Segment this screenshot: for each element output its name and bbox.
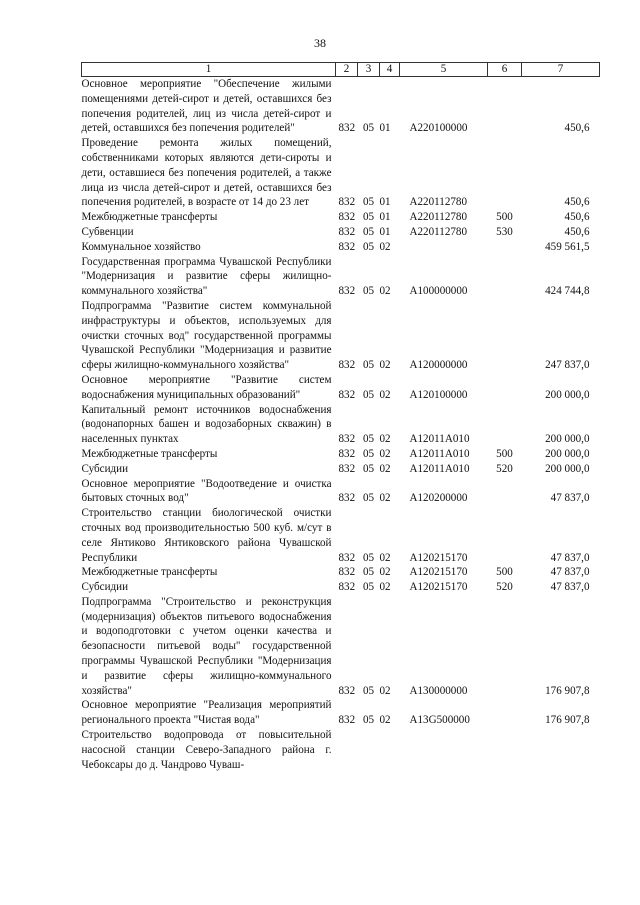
header-cell: 1: [82, 63, 336, 77]
table-row: [82, 595, 600, 699]
expense-type-code: [488, 136, 522, 210]
admin-code: 832: [338, 359, 356, 372]
subsection-code: 02: [379, 359, 391, 372]
admin-code: 832: [338, 240, 356, 253]
section-code: 05: [362, 433, 375, 446]
section-code: 05: [362, 196, 375, 209]
expense-type-code: [488, 373, 522, 403]
amount: 176 907,8: [545, 684, 590, 697]
amount: 200 000,0: [545, 388, 590, 401]
section-code: 05: [362, 462, 375, 475]
item-name: Строительство станции биологической очистки сточных вод производительностью 500 куб. м/сут в селе Янтиково Янтиковского района Чувашской Республики: [81, 507, 332, 564]
table-row: [82, 698, 600, 728]
target-article-code: А120215170: [409, 581, 468, 594]
section-code: 05: [362, 240, 375, 253]
amount: 176 907,8: [545, 714, 590, 727]
subsection-code: 02: [379, 388, 391, 401]
item-name: Межбюджетные трансферты: [81, 211, 218, 224]
section-code: 05: [362, 359, 375, 372]
subsection-code: 01: [379, 196, 391, 209]
subsection-code: 02: [379, 551, 391, 564]
admin-code: 832: [338, 684, 356, 697]
section-code: 05: [362, 492, 375, 505]
admin-code: 832: [338, 714, 356, 727]
admin-code: 832: [338, 122, 356, 135]
table-row: [82, 580, 600, 595]
admin-code: [336, 728, 358, 772]
table-row: [82, 240, 600, 255]
admin-code: 832: [338, 566, 356, 579]
target-article-code: [400, 728, 488, 772]
table-row: [82, 210, 600, 225]
target-article-code: А120215170: [409, 551, 468, 564]
expense-type-code: [488, 595, 522, 699]
amount: 200 000,0: [545, 433, 590, 446]
table-row: [82, 447, 600, 462]
subsection-code: 02: [379, 447, 391, 460]
amount: 450,6: [564, 196, 590, 209]
expense-type-code: [488, 299, 522, 373]
subsection-code: 02: [379, 492, 391, 505]
amount: 459 561,5: [545, 240, 590, 253]
header-cell: 5: [400, 63, 488, 77]
admin-code: 832: [338, 211, 356, 224]
expense-type-code: [488, 728, 522, 772]
item-name: Субвенции: [81, 225, 134, 238]
header-cell: 3: [358, 63, 380, 77]
target-article-code: А120200000: [409, 492, 468, 505]
item-name: Строительство водопровода от повысительной насосной станции Северо-Западного района г. Чебоксары до д. Чандрово Чуваш-: [81, 729, 332, 771]
table-row: [82, 373, 600, 403]
amount: 450,6: [564, 122, 590, 135]
target-article-code: А120215170: [409, 566, 468, 579]
admin-code: 832: [338, 433, 356, 446]
table-body: [82, 77, 600, 773]
item-name: Основное мероприятие "Реализация мероприятий регионального проекта "Чистая вода": [81, 699, 332, 727]
table-row: [82, 299, 600, 373]
expense-type-code: [488, 506, 522, 565]
budget-table: [81, 62, 600, 772]
subsection-code: 02: [379, 462, 391, 475]
target-article-code: [400, 240, 488, 255]
header-row: [82, 63, 600, 77]
amount: 200 000,0: [545, 447, 590, 460]
admin-code: 832: [338, 462, 356, 475]
expense-type-code: [488, 255, 522, 299]
table-row: [82, 136, 600, 210]
amount: 47 837,0: [550, 581, 590, 594]
amount: 424 744,8: [545, 285, 590, 298]
table-row: [82, 403, 600, 447]
admin-code: 832: [338, 447, 356, 460]
admin-code: 832: [338, 388, 356, 401]
header-cell: 6: [488, 63, 522, 77]
target-article-code: А220100000: [409, 122, 468, 135]
admin-code: 832: [338, 196, 356, 209]
expense-type-code: 520: [496, 462, 513, 475]
item-name: Основное мероприятие "Развитие систем водоснабжения муниципальных образований": [81, 373, 332, 401]
section-code: 05: [362, 566, 375, 579]
admin-code: 832: [338, 551, 356, 564]
subsection-code: 02: [379, 581, 391, 594]
subsection-code: 02: [379, 714, 391, 727]
target-article-code: А13G500000: [409, 714, 470, 727]
amount: [522, 728, 600, 772]
item-name: Основное мероприятие "Водоотведение и очистка бытовых сточных вод": [81, 477, 332, 505]
expense-type-code: [488, 698, 522, 728]
item-name: Межбюджетные трансферты: [81, 566, 218, 579]
item-name: Межбюджетные трансферты: [81, 447, 218, 460]
admin-code: 832: [338, 581, 356, 594]
section-code: [358, 728, 380, 772]
expense-type-code: 500: [496, 447, 513, 460]
item-name: Коммунальное хозяйство: [81, 240, 201, 253]
item-name: Субсидии: [81, 581, 129, 594]
expense-type-code: 500: [496, 211, 513, 224]
page-number: 38: [314, 36, 326, 50]
section-code: 05: [362, 714, 375, 727]
subsection-code: 01: [379, 211, 391, 224]
target-article-code: А12011А010: [409, 462, 470, 475]
amount: 47 837,0: [550, 551, 590, 564]
section-code: 05: [362, 225, 375, 238]
section-code: 05: [362, 285, 375, 298]
section-code: 05: [362, 581, 375, 594]
header-cell: 2: [336, 63, 358, 77]
subsection-code: 01: [379, 225, 391, 238]
expense-type-code: 500: [496, 566, 513, 579]
table-row: [82, 506, 600, 565]
amount: 247 837,0: [545, 359, 590, 372]
target-article-code: А130000000: [409, 684, 468, 697]
admin-code: 832: [338, 225, 356, 238]
amount: 450,6: [564, 225, 590, 238]
table-row: [82, 728, 600, 772]
subsection-code: 01: [379, 122, 391, 135]
section-code: 05: [362, 551, 375, 564]
table-row: [82, 477, 600, 507]
header-cell: 4: [380, 63, 400, 77]
table-row: [82, 225, 600, 240]
admin-code: 832: [338, 492, 356, 505]
item-name: Основное мероприятие "Обеспечение жилыми помещениями детей-сирот и детей, оставшихся без попечения родителей, лиц из числа детей-сирот и детей, оставшихся без попечения родителей": [81, 78, 332, 135]
section-code: 05: [362, 447, 375, 460]
expense-type-code: [488, 477, 522, 507]
subsection-code: [380, 728, 400, 772]
item-name: Подпрограмма "Строительство и реконструкция (модернизация) объектов питьевого водоснабжения и водоподготовки с учетом оценки качества и безопасности питьевой воды" государственной программы Чувашской Республики "Модернизация и развитие сферы жилищно-коммунального хозяйства": [81, 595, 332, 697]
expense-type-code: 520: [496, 581, 513, 594]
target-article-code: А120100000: [409, 388, 468, 401]
target-article-code: А220112780: [409, 225, 468, 238]
amount: 200 000,0: [545, 462, 590, 475]
section-code: 05: [362, 388, 375, 401]
subsection-code: 02: [379, 285, 391, 298]
subsection-code: 02: [379, 684, 391, 697]
item-name: Государственная программа Чувашской Республики "Модернизация и развитие сферы жилищно-коммунального хозяйства": [81, 255, 332, 298]
target-article-code: А100000000: [409, 285, 468, 298]
amount: 47 837,0: [550, 492, 590, 505]
table-row: [82, 462, 600, 477]
item-name: Проведение ремонта жилых помещений, собственниками которых являются дети-сироты и дети, оставшиеся без попечения родителей, а также лица из числа детей-сирот и детей, оставшихся без попечения родителей, в возрасте от 14 до 23 лет: [81, 137, 332, 209]
expense-type-code: [488, 403, 522, 447]
target-article-code: А220112780: [409, 196, 468, 209]
expense-type-code: [488, 240, 522, 255]
table-row: [82, 255, 600, 299]
subsection-code: 02: [379, 433, 391, 446]
expense-type-code: [488, 77, 522, 137]
item-name: Капитальный ремонт источников водоснабжения (водонапорных башен и водозаборных скважин) в населенных пунктах: [81, 403, 332, 446]
table-row: [82, 565, 600, 580]
subsection-code: 02: [379, 566, 391, 579]
admin-code: 832: [338, 285, 356, 298]
item-name: Субсидии: [81, 462, 129, 475]
section-code: 05: [362, 122, 375, 135]
section-code: 05: [362, 684, 375, 697]
subsection-code: 02: [379, 240, 391, 253]
item-name: Подпрограмма "Развитие систем коммунальной инфраструктуры и объектов, используемых для очистки сточных вод" государственной программы Чувашской Республики "Модернизация и развитие сферы жилищно-коммунального хозяйства": [81, 299, 332, 372]
target-article-code: А220112780: [409, 211, 468, 224]
amount: 47 837,0: [550, 566, 590, 579]
header-cell: 7: [522, 63, 600, 77]
expense-type-code: 530: [496, 225, 513, 238]
section-code: 05: [362, 211, 375, 224]
amount: 450,6: [564, 211, 590, 224]
target-article-code: А12011А010: [409, 433, 470, 446]
table-row: [82, 77, 600, 137]
target-article-code: А120000000: [409, 359, 468, 372]
target-article-code: А12011А010: [409, 447, 470, 460]
